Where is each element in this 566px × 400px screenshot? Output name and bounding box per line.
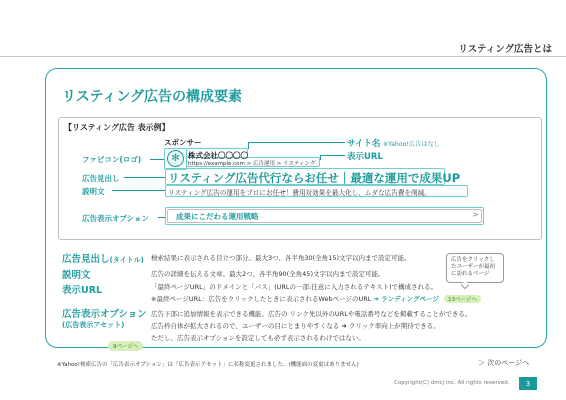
label-headline: 広告見出し	[82, 174, 120, 183]
footer-note: ※Yahoo!検索広告の「広告表示オプション」は「広告表示アセット」に名称変更されました。(機能面の変更はありません)	[57, 362, 359, 368]
page-9-link[interactable]: 9ページへ	[108, 341, 143, 351]
term-description: 説明文	[62, 270, 91, 281]
ad-display-url: https://example.com > 広告運用 > リスティング	[188, 161, 316, 167]
term-display-url: 表示URL	[62, 285, 103, 296]
explain-final-url: ※最終ページURL：広告をクリックしたときに表示されるWebページのURL ➜ ランディングページ 13ページへ	[151, 294, 481, 303]
ad-example-title: 【リスティング広告 表示例】	[64, 123, 170, 132]
term-extension-sub: (広告表示アセット)	[62, 321, 125, 329]
explain-extension-1: 広告下部に追加情報を表示できる機能。広告の リンク先以外のURLや電話番号などを掲載することができる。	[151, 310, 472, 318]
ad-description: リスティング広告の運用をプロにお任せ！費用対効果を最大化し、ムダな広告費を削減。	[168, 189, 431, 197]
chevron-right-icon: >	[472, 210, 479, 219]
explain-display-url: 「最終ページURL」のドメインと「パス」(URLの一部:任意に入力されるテキスト)で構成される。	[151, 283, 438, 291]
card-title: リスティング広告の構成要素	[62, 89, 243, 105]
next-page-link[interactable]: ＞ 次のページへ	[478, 359, 530, 367]
connector-site-name-h	[248, 142, 345, 143]
page-13-link[interactable]: 13ページへ	[444, 295, 481, 303]
term-extension: 広告表示オプション	[62, 309, 147, 320]
ad-extension-text: 成果にこだわる運用戦略	[176, 212, 259, 221]
label-favicon: ファビコン(ロゴ)	[82, 155, 142, 164]
ad-site-name: 株式会社〇〇〇〇	[188, 151, 248, 160]
explain-headline: 検索結果に表示される目立つ部分。最大3つ、各半角30(全角15)文字以内まで設定可能。	[151, 254, 411, 262]
connector-headline	[124, 177, 165, 178]
term-headline: 広告見出し(タイトル)	[62, 254, 144, 265]
header-divider	[0, 56, 566, 57]
connector-favicon	[150, 159, 164, 160]
favicon-logo-icon: ✻	[167, 150, 184, 167]
explain-extension-2: 広告枠自体が拡大されるので、ユーザーの目にとまりやすくなる ➜ クリック率向上が期待できる。	[151, 322, 440, 330]
landing-page-link[interactable]: ➜ ランディングページ	[373, 295, 439, 303]
label-display-url: 表示URL	[347, 152, 383, 162]
explain-extension-3: ただし、広告表示オプションを設定しても必ず表示されるわけではない。	[151, 334, 365, 342]
chapter-title: リスティング広告とは	[458, 44, 552, 55]
connector-url-h	[320, 155, 345, 156]
label-site-name-note: ※Yahoo!広告はなし	[383, 141, 440, 148]
copyright: Copyright(C) dmcj inc. All rights reserved.	[394, 380, 510, 386]
landing-page-bubble: 広告をクリックしたユーザーが最初に訪れるページ	[446, 253, 504, 283]
connector-extension	[158, 217, 165, 218]
connector-url-v	[320, 155, 321, 160]
label-site-name: サイト名	[347, 139, 381, 149]
label-description: 説明文	[82, 187, 105, 196]
connector-description	[112, 190, 165, 191]
sponsor-label: スポンサー	[164, 138, 202, 147]
ad-headline: リスティング広告代行ならお任せ｜最適な運用で成果UP	[168, 171, 461, 185]
label-extension: 広告表示オプション	[82, 214, 149, 223]
connector-site-name-v	[248, 142, 249, 149]
page-number: 3	[519, 377, 537, 390]
explain-description: 広告の詳細を伝える文章。最大2つ、各半角90(全角45)文字以内まで設定可能。	[151, 270, 385, 278]
